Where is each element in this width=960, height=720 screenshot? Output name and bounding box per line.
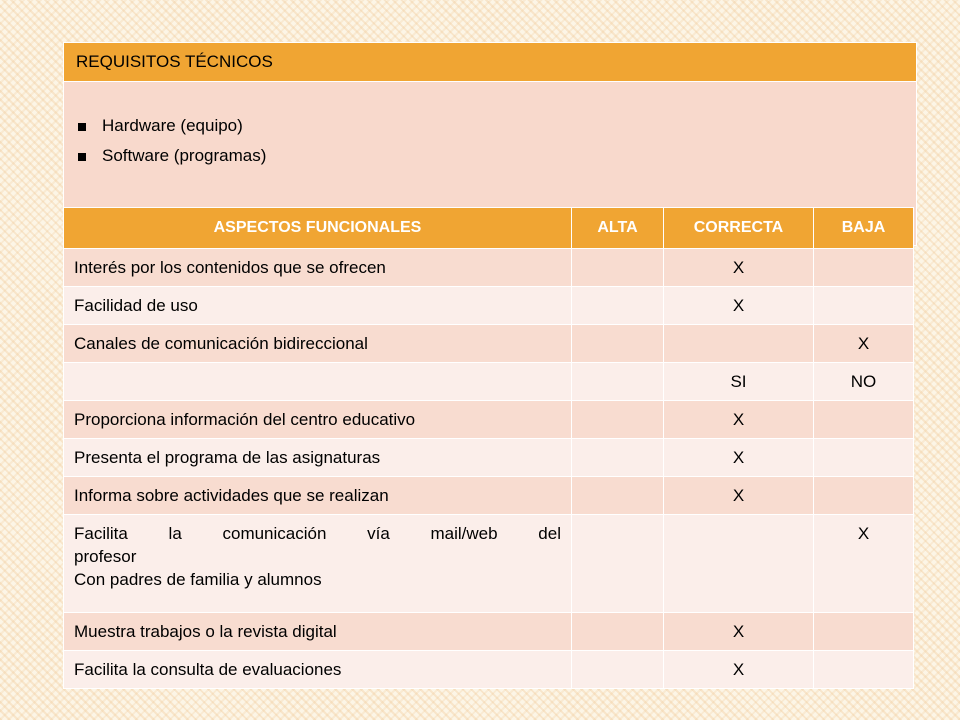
cell-alta (572, 363, 664, 401)
list-item-label: Software (programas) (102, 146, 267, 165)
cell-correcta: X (664, 439, 814, 477)
requisitos-list (64, 82, 916, 176)
cell-correcta: X (664, 287, 814, 325)
cell-baja (814, 249, 914, 287)
cell-baja (814, 287, 914, 325)
table-row (64, 325, 914, 363)
row-label: Muestra trabajos o la revista digital (64, 613, 572, 651)
table-row (64, 613, 914, 651)
column-header-alta: ALTA (572, 208, 664, 249)
table-row (64, 439, 914, 477)
table-header-row (64, 208, 914, 249)
table-row (64, 401, 914, 439)
table-row (64, 651, 914, 689)
row-label: Proporciona información del centro educativo (64, 401, 572, 439)
row-label: Interés por los contenidos que se ofrecen (64, 249, 572, 287)
row-label-line: Facilita la comunicación vía mail/web del (74, 524, 561, 543)
cell-correcta: X (664, 651, 814, 689)
row-label: Facilidad de uso (64, 287, 572, 325)
cell-no: NO (814, 363, 914, 401)
cell-alta (572, 325, 664, 363)
cell-baja (814, 401, 914, 439)
list-item-label: Hardware (equipo) (102, 116, 243, 135)
column-header-aspectos: ASPECTOS FUNCIONALES (64, 208, 572, 249)
column-header-baja: BAJA (814, 208, 914, 249)
cell-baja: X (814, 325, 914, 363)
cell-baja (814, 477, 914, 515)
row-label: Facilita la consulta de evaluaciones (64, 651, 572, 689)
cell-alta (572, 249, 664, 287)
cell-alta (572, 401, 664, 439)
table-row (64, 287, 914, 325)
list-item (78, 116, 916, 146)
row-label (64, 515, 572, 613)
row-label (64, 363, 572, 401)
cell-alta (572, 651, 664, 689)
cell-alta (572, 439, 664, 477)
cell-correcta: X (664, 249, 814, 287)
requisitos-header: REQUISITOS TÉCNICOS (64, 43, 917, 82)
cell-correcta: X (664, 401, 814, 439)
cell-correcta: X (664, 477, 814, 515)
cell-baja (814, 651, 914, 689)
square-bullet-icon (78, 123, 86, 131)
cell-correcta (664, 515, 814, 613)
row-label-line: profesor (74, 546, 137, 566)
cell-alta (572, 477, 664, 515)
cell-baja (814, 439, 914, 477)
row-label: Informa sobre actividades que se realizan (64, 477, 572, 515)
cell-alta (572, 287, 664, 325)
table-row (64, 363, 914, 401)
aspectos-funcionales-table (63, 207, 914, 689)
cell-baja (814, 613, 914, 651)
row-label-line: Con padres de familia y alumnos (74, 569, 322, 589)
row-label: Canales de comunicación bidireccional (64, 325, 572, 363)
column-header-correcta: CORRECTA (664, 208, 814, 249)
cell-baja: X (814, 515, 914, 613)
cell-alta (572, 613, 664, 651)
table-row (64, 477, 914, 515)
cell-correcta: X (664, 613, 814, 651)
square-bullet-icon (78, 153, 86, 161)
row-label: Presenta el programa de las asignaturas (64, 439, 572, 477)
list-item (78, 146, 916, 176)
table-row (64, 249, 914, 287)
cell-alta (572, 515, 664, 613)
cell-correcta (664, 325, 814, 363)
cell-si: SI (664, 363, 814, 401)
table-row (64, 515, 914, 613)
